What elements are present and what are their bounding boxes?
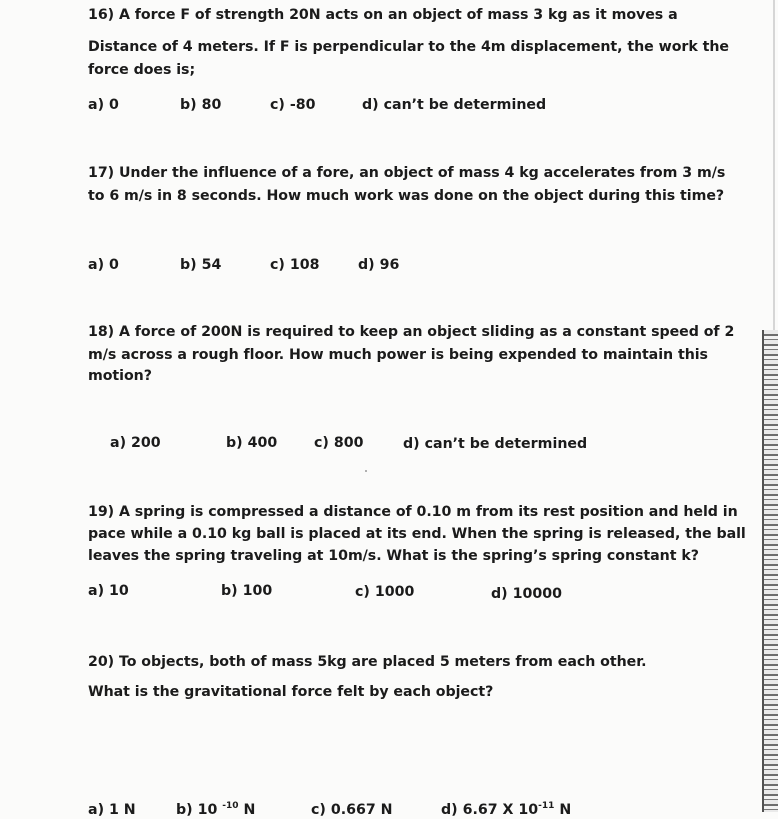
page-edge-line (773, 0, 775, 330)
question-16-line-2: Distance of 4 meters. If F is perpendicular to the 4m displacement, the work the (88, 39, 729, 55)
question-17-option-c: c) 108 (270, 257, 320, 273)
question-19-line-1: 19) A spring is compressed a distance of 0.10 m from its rest position and held in (88, 504, 738, 520)
question-18-line-2: m/s across a rough floor. How much power is being expended to maintain this (88, 347, 708, 363)
option-b-exponent: -10 (222, 801, 239, 811)
option-d-base: d) 6.67 X 10 (441, 802, 539, 818)
question-17-option-b: b) 54 (180, 257, 222, 273)
notebook-edge-strip (762, 330, 778, 812)
question-16-option-b: b) 80 (180, 97, 222, 113)
question-18-option-d: d) can’t be determined (403, 436, 588, 452)
question-18-option-c: c) 800 (314, 435, 364, 451)
option-d-unit: N (554, 802, 572, 818)
option-d-exponent: -11 (538, 801, 555, 811)
option-b-unit: N (238, 802, 256, 818)
question-20-line-2: What is the gravitational force felt by each object? (88, 684, 494, 700)
question-16-option-c: c) -80 (270, 97, 316, 113)
question-18-line-1: 18) A force of 200N is required to keep an object sliding as a constant speed of 2 (88, 324, 735, 340)
question-17-option-a: a) 0 (88, 257, 119, 273)
question-20-option-c: c) 0.667 N (311, 802, 393, 818)
question-19-line-2: pace while a 0.10 kg ball is placed at its end. When the spring is released, the ball (88, 526, 746, 542)
question-19-option-c: c) 1000 (355, 584, 415, 600)
question-17-line-2: to 6 m/s in 8 seconds. How much work was done on the object during this time? (88, 188, 725, 204)
question-19-option-a: a) 10 (88, 583, 129, 599)
question-17-option-d: d) 96 (358, 257, 400, 273)
option-b-base: b) 10 (176, 802, 223, 818)
question-19-option-d: d) 10000 (491, 586, 562, 602)
question-18-option-a: a) 200 (110, 435, 161, 451)
question-16-line-3: force does is; (88, 62, 196, 78)
question-16-option-d: d) can’t be determined (362, 97, 547, 113)
question-20-option-b (176, 801, 255, 819)
question-20-line-1: 20) To objects, both of mass 5kg are placed 5 meters from each other. (88, 654, 647, 670)
question-16-line-1: 16) A force F of strength 20N acts on an object of mass 3 kg as it moves a (88, 7, 678, 23)
question-20-option-a: a) 1 N (88, 802, 136, 818)
question-18-line-3: motion? (88, 368, 152, 384)
question-19-line-3: leaves the spring traveling at 10m/s. What is the spring’s spring constant k? (88, 548, 699, 564)
question-18-option-b: b) 400 (226, 435, 278, 451)
question-16-option-a: a) 0 (88, 97, 119, 113)
question-20-option-d (441, 801, 571, 819)
question-17-line-1: 17) Under the influence of a fore, an object of mass 4 kg accelerates from 3 m/s (88, 165, 726, 181)
question-19-option-b: b) 100 (221, 583, 273, 599)
page-speck (365, 470, 367, 472)
